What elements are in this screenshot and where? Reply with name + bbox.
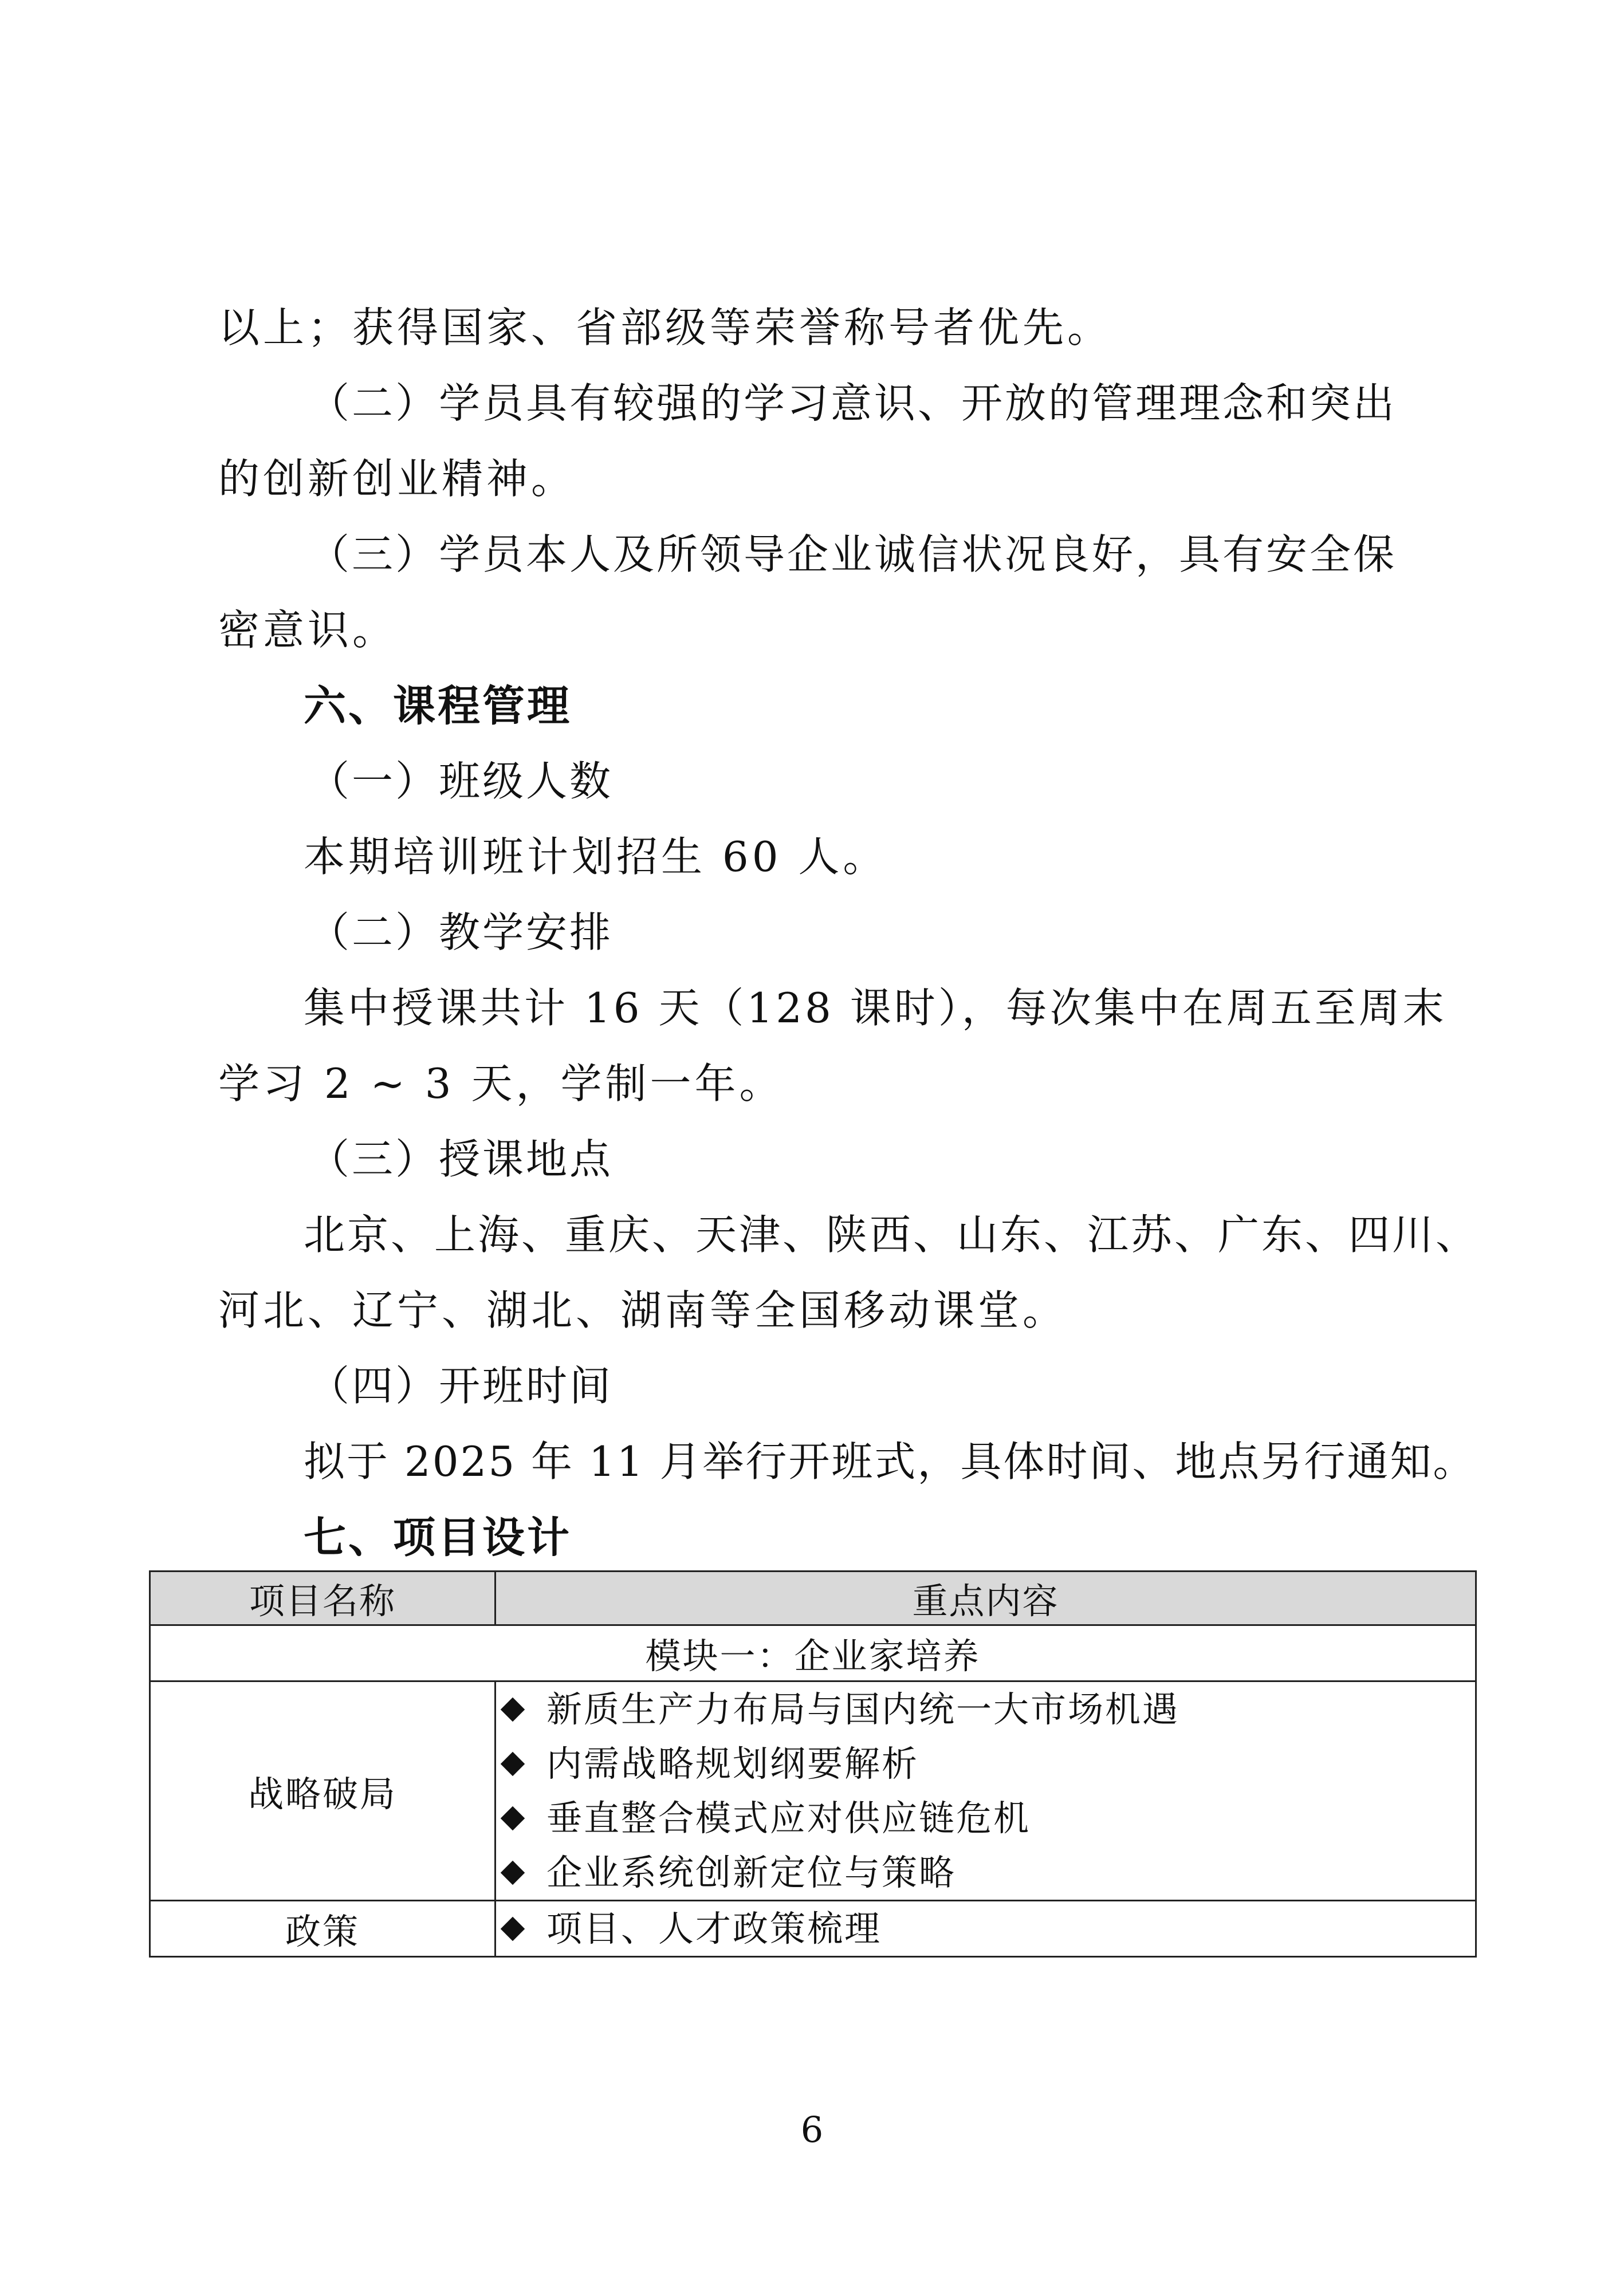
header-key-content: 重点内容 [496, 1572, 1476, 1625]
module-row [150, 1625, 1476, 1681]
paragraph-line: 河北、辽宁、湖北、湖南等全国移动课堂。 [218, 1286, 1068, 1334]
bullet-item [496, 1682, 1475, 1736]
page-number: 6 [800, 2109, 824, 2151]
paragraph-line: 本期培训班计划招生 60 人。 [304, 833, 888, 881]
bullet-text: 内需战略规划纲要解析 [546, 1743, 919, 1785]
paragraph-line: 拟于 2025 年 11 月举行开班式，具体时间、地点另行通知。 [304, 1438, 1476, 1486]
subsection-heading: （三）授课地点 [308, 1135, 614, 1183]
bullet-item [496, 1736, 1475, 1791]
row-name: 战略破局 [150, 1681, 496, 1901]
subsection-heading: （二）教学安排 [308, 908, 614, 956]
subsection-heading: （一）班级人数 [308, 757, 614, 805]
diamond-bullet-icon [501, 1697, 525, 1721]
diamond-bullet-icon [501, 1916, 525, 1940]
diamond-bullet-icon [501, 1806, 525, 1830]
bullet-text: 新质生产力布局与国内统一大市场机遇 [546, 1688, 1180, 1730]
project-design-table [149, 1570, 1477, 1958]
row-content [496, 1901, 1476, 1957]
diamond-bullet-icon [501, 1860, 525, 1884]
section-heading: 六、课程管理 [304, 682, 572, 731]
table-header-row [150, 1572, 1476, 1625]
row-content [496, 1681, 1476, 1901]
bullet-text: 企业系统创新定位与策略 [546, 1852, 957, 1893]
table-row [150, 1901, 1476, 1957]
bullet-item [496, 1901, 1475, 1956]
paragraph-line: 密意识。 [218, 606, 398, 654]
table-row [150, 1681, 1476, 1901]
paragraph-line: 北京、上海、重庆、天津、陕西、山东、江苏、广东、四川、 [304, 1211, 1480, 1259]
bullet-text: 垂直整合模式应对供应链危机 [546, 1797, 1031, 1839]
paragraph-line: 集中授课共计 16 天（128 课时），每次集中在周五至周末 [304, 984, 1447, 1032]
paragraph-line: （三）学员本人及所领导企业诚信状况良好，具有安全保 [308, 530, 1397, 578]
paragraph-line: 以上；获得国家、省部级等荣誉称号者优先。 [218, 304, 1112, 352]
diamond-bullet-icon [501, 1751, 525, 1775]
bullet-item [496, 1791, 1475, 1845]
row-name: 政策 [150, 1901, 496, 1957]
paragraph-line: 的创新创业精神。 [218, 455, 576, 503]
paragraph-line: 学习 2 ~ 3 天，学制一年。 [218, 1060, 784, 1108]
bullet-text: 项目、人才政策梳理 [546, 1908, 882, 1950]
subsection-heading: （四）开班时间 [308, 1362, 614, 1410]
header-project-name: 项目名称 [150, 1572, 496, 1625]
bullet-item [496, 1845, 1475, 1900]
module-title: 模块一：企业家培养 [150, 1625, 1476, 1681]
paragraph-line: （二）学员具有较强的学习意识、开放的管理理念和突出 [308, 379, 1397, 427]
section-heading: 七、项目设计 [304, 1513, 572, 1562]
